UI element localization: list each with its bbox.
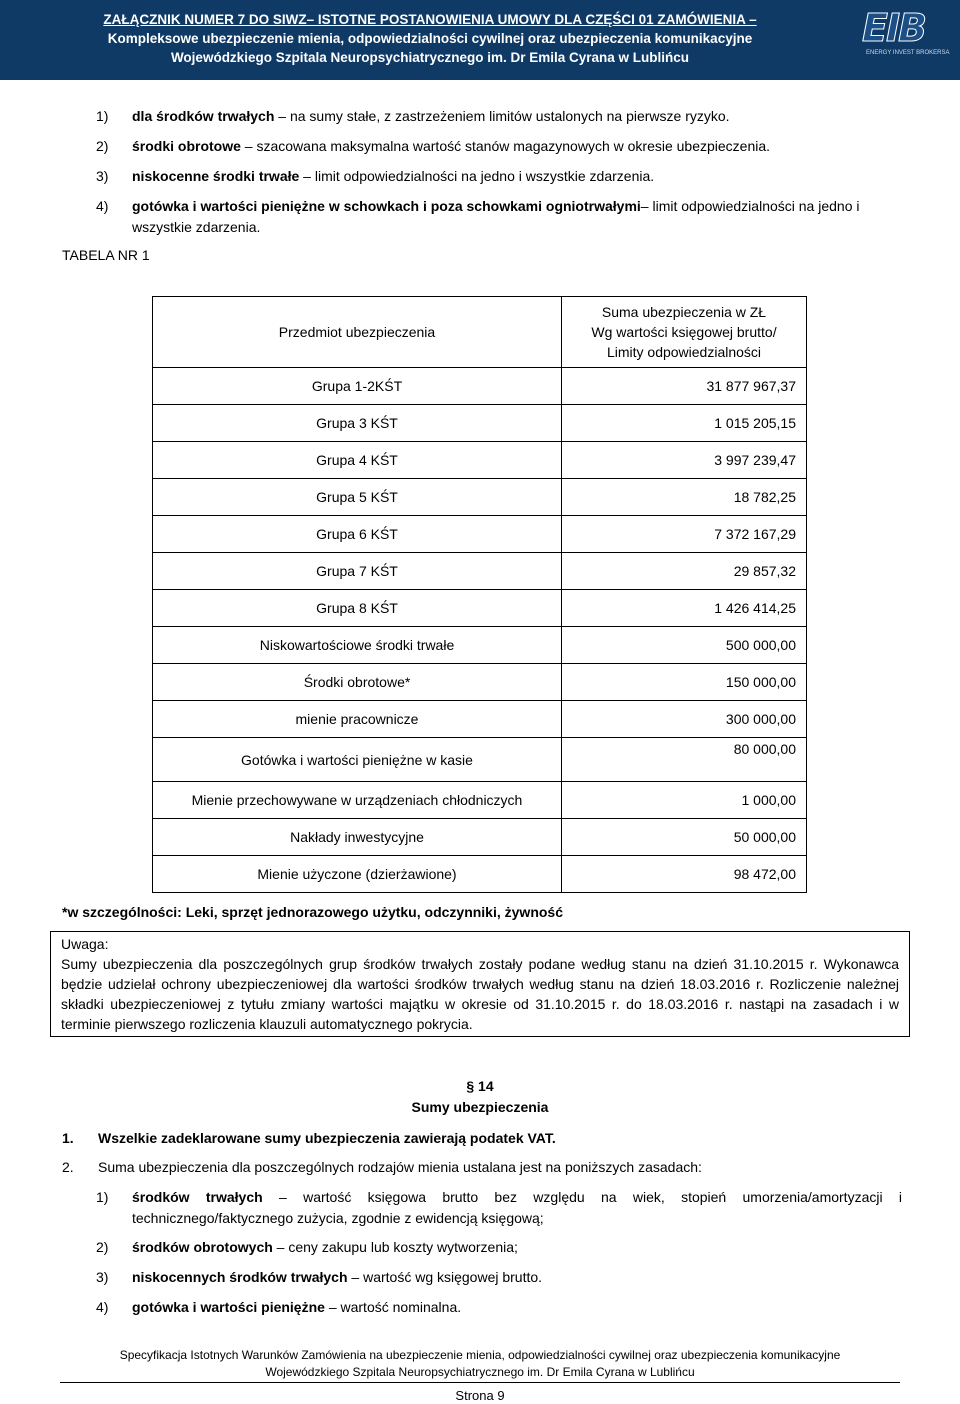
table-row xyxy=(153,856,807,893)
list-bold: gotówka i wartości pieniężne w schowkach i poza schowkami ogniotrwałymi xyxy=(132,198,641,214)
list-bold: środków obrotowych xyxy=(132,1239,273,1255)
row-name: Grupa 7 KŚT xyxy=(153,553,562,590)
list-number: 2) xyxy=(96,1239,109,1255)
table-header-row xyxy=(153,297,807,368)
row-value: 7 372 167,29 xyxy=(562,516,807,553)
header-subject: Przedmiot ubezpieczenia xyxy=(153,297,562,368)
row-value: 1 426 414,25 xyxy=(562,590,807,627)
row-value: 80 000,00 xyxy=(562,738,807,782)
sub-list-item xyxy=(96,1297,902,1318)
footer-line-1: Specyfikacja Istotnych Warunków Zamówienia na ubezpieczenie mienia, odpowiedzialności cywilnej oraz ubezpieczenia komunikacyjne xyxy=(119,1348,841,1362)
intro-list-item xyxy=(96,106,906,127)
page-footer xyxy=(0,1347,960,1381)
intro-list-item xyxy=(96,196,906,238)
sub-list-item xyxy=(96,1267,902,1288)
list-number: 1) xyxy=(96,108,109,124)
section-point xyxy=(62,1128,902,1149)
row-name: mienie pracownicze xyxy=(153,701,562,738)
table-footnote: *w szczególności: Leki, sprzęt jednorazowego użytku, odczynniki, żywność xyxy=(62,904,563,920)
eib-logo xyxy=(862,6,950,60)
intro-list-item xyxy=(96,136,906,157)
list-number: 3) xyxy=(96,1269,109,1285)
row-name: Gotówka i wartości pieniężne w kasie xyxy=(153,738,562,782)
list-text: – szacowana maksymalna wartość stanów magazynowych w okresie ubezpieczenia. xyxy=(240,138,771,154)
row-name: Grupa 4 KŚT xyxy=(153,442,562,479)
note-title: Uwaga: xyxy=(61,936,109,952)
row-name: Grupa 8 KŚT xyxy=(153,590,562,627)
row-value: 3 997 239,47 xyxy=(562,442,807,479)
intro-list-item xyxy=(96,166,906,187)
row-name: Nakłady inwestycyjne xyxy=(153,819,562,856)
header-sum-line: Wg wartości księgowej brutto/ xyxy=(591,324,777,340)
insurance-table xyxy=(152,296,807,893)
row-value: 1 015 205,15 xyxy=(562,405,807,442)
header-sum-line: Suma ubezpieczenia w ZŁ xyxy=(601,304,767,320)
list-text: – wartość nominalna. xyxy=(324,1299,462,1315)
list-text: – na sumy stałe, z zastrzeżeniem limitów ustalonych na pierwsze ryzyko. xyxy=(274,108,730,124)
header-lines xyxy=(0,10,860,67)
list-text: – limit odpowiedzialności na jedno i wszystkie zdarzenia. xyxy=(299,168,655,184)
sub-list-item xyxy=(96,1187,902,1229)
point-text: Suma ubezpieczenia dla poszczególnych rodzajów mienia ustalana jest na poniższych zasadach: xyxy=(98,1159,702,1175)
list-bold: niskocenne środki trwałe xyxy=(132,168,300,184)
table-row xyxy=(153,442,807,479)
header-line-3: Wojewódzkiego Szpitala Neuropsychiatrycznego im. Dr Emila Cyrana w Lublińcu xyxy=(170,50,690,65)
table-row xyxy=(153,664,807,701)
list-bold: środki obrotowe xyxy=(132,138,241,154)
point-number: 1. xyxy=(62,1130,74,1146)
list-text: – ceny zakupu lub koszty wytworzenia; xyxy=(272,1239,518,1255)
footer-divider xyxy=(60,1382,900,1383)
table-row xyxy=(153,590,807,627)
row-name: Środki obrotowe* xyxy=(153,664,562,701)
section-title: Sumy ubezpieczenia xyxy=(411,1099,549,1115)
row-value: 18 782,25 xyxy=(562,479,807,516)
list-bold: niskocennych środków trwałych xyxy=(132,1269,348,1285)
list-text: – wartość księgowa brutto bez względu na wiek, stopień umorzenia/amortyzacji i technicznego/faktycznego zużycia, zgodnie z ewidencją księgową; xyxy=(132,1189,902,1226)
row-value: 1 000,00 xyxy=(562,782,807,819)
row-name: Grupa 3 KŚT xyxy=(153,405,562,442)
header-line-1: ZAŁĄCZNIK NUMER 7 DO SIWZ– ISTOTNE POSTANOWIENIA UMOWY DLA CZĘŚCI 01 ZAMÓWIENIA – xyxy=(103,12,757,27)
section-number: § 14 xyxy=(466,1078,494,1094)
header-line-2: Kompleksowe ubezpieczenie mienia, odpowiedzialności cywilnej oraz ubezpieczenia komunikacyjne xyxy=(107,31,753,46)
row-name: Grupa 6 KŚT xyxy=(153,516,562,553)
list-text: – wartość wg księgowej brutto. xyxy=(347,1269,543,1285)
list-number: 4) xyxy=(96,198,109,214)
row-value: 31 877 967,37 xyxy=(562,368,807,405)
sub-list-item xyxy=(96,1237,902,1258)
logo-text: EIB xyxy=(862,6,926,50)
footer-line-2: Wojewódzkiego Szpitala Neuropsychiatrycznego im. Dr Emila Cyrana w Lublińcu xyxy=(265,1365,695,1379)
list-number: 1) xyxy=(96,1189,109,1205)
list-bold: gotówka i wartości pieniężne xyxy=(132,1299,325,1315)
table-row xyxy=(153,819,807,856)
row-name: Niskowartościowe środki trwałe xyxy=(153,627,562,664)
list-number: 4) xyxy=(96,1299,109,1315)
header-sum-line: Limity odpowiedzialności xyxy=(606,344,762,360)
list-bold: dla środków trwałych xyxy=(132,108,275,124)
row-name: Mienie użyczone (dzierżawione) xyxy=(153,856,562,893)
row-value: 150 000,00 xyxy=(562,664,807,701)
row-value: 29 857,32 xyxy=(562,553,807,590)
table-row xyxy=(153,701,807,738)
point-number: 2. xyxy=(62,1159,74,1175)
table-row xyxy=(153,368,807,405)
point-text: Wszelkie zadeklarowane sumy ubezpieczenia zawierają podatek VAT. xyxy=(98,1130,556,1146)
page-number: Strona 9 xyxy=(455,1388,505,1403)
row-name: Mienie przechowywane w urządzeniach chłodniczych xyxy=(153,782,562,819)
table-row xyxy=(153,782,807,819)
table-row xyxy=(153,479,807,516)
list-bold: środków trwałych xyxy=(132,1189,263,1205)
note-text: Sumy ubezpieczenia dla poszczególnych grup środków trwałych zostały podane według stanu na dzień 31.10.2015 r. Wykonawca będzie udzielał ochrony ubezpieczeniowej dla wartości środków trwałych według stanu na dzień 18.03.2016 r. Rozliczenie należnej składki ubezpieczeniowej z tytułu zmiany wartości majątku w okresie od 31.10.2015 r. do 18.03.2016 r. nastąpi na zasadach i w terminie pierwszego rozliczenia klauzuli automatycznego pokrycia. xyxy=(61,956,899,1032)
row-name: Grupa 1-2KŚT xyxy=(153,368,562,405)
page-header xyxy=(0,0,960,80)
table-row xyxy=(153,516,807,553)
logo-subtitle: ENERGY INVEST BROKERSA xyxy=(866,50,950,56)
table-label: TABELA NR 1 xyxy=(62,247,150,263)
note-box xyxy=(50,931,910,1037)
table-row xyxy=(153,738,807,782)
list-number: 3) xyxy=(96,168,109,184)
row-value: 500 000,00 xyxy=(562,627,807,664)
row-value: 300 000,00 xyxy=(562,701,807,738)
header-sum xyxy=(562,297,807,368)
row-value: 50 000,00 xyxy=(562,819,807,856)
list-number: 2) xyxy=(96,138,109,154)
table-row xyxy=(153,627,807,664)
row-value: 98 472,00 xyxy=(562,856,807,893)
section-point xyxy=(62,1157,902,1178)
table-row xyxy=(153,405,807,442)
list-text: – limit odpowiedzialności na jedno i wszystkie zdarzenia. xyxy=(132,198,860,235)
row-name: Grupa 5 KŚT xyxy=(153,479,562,516)
table-row xyxy=(153,553,807,590)
